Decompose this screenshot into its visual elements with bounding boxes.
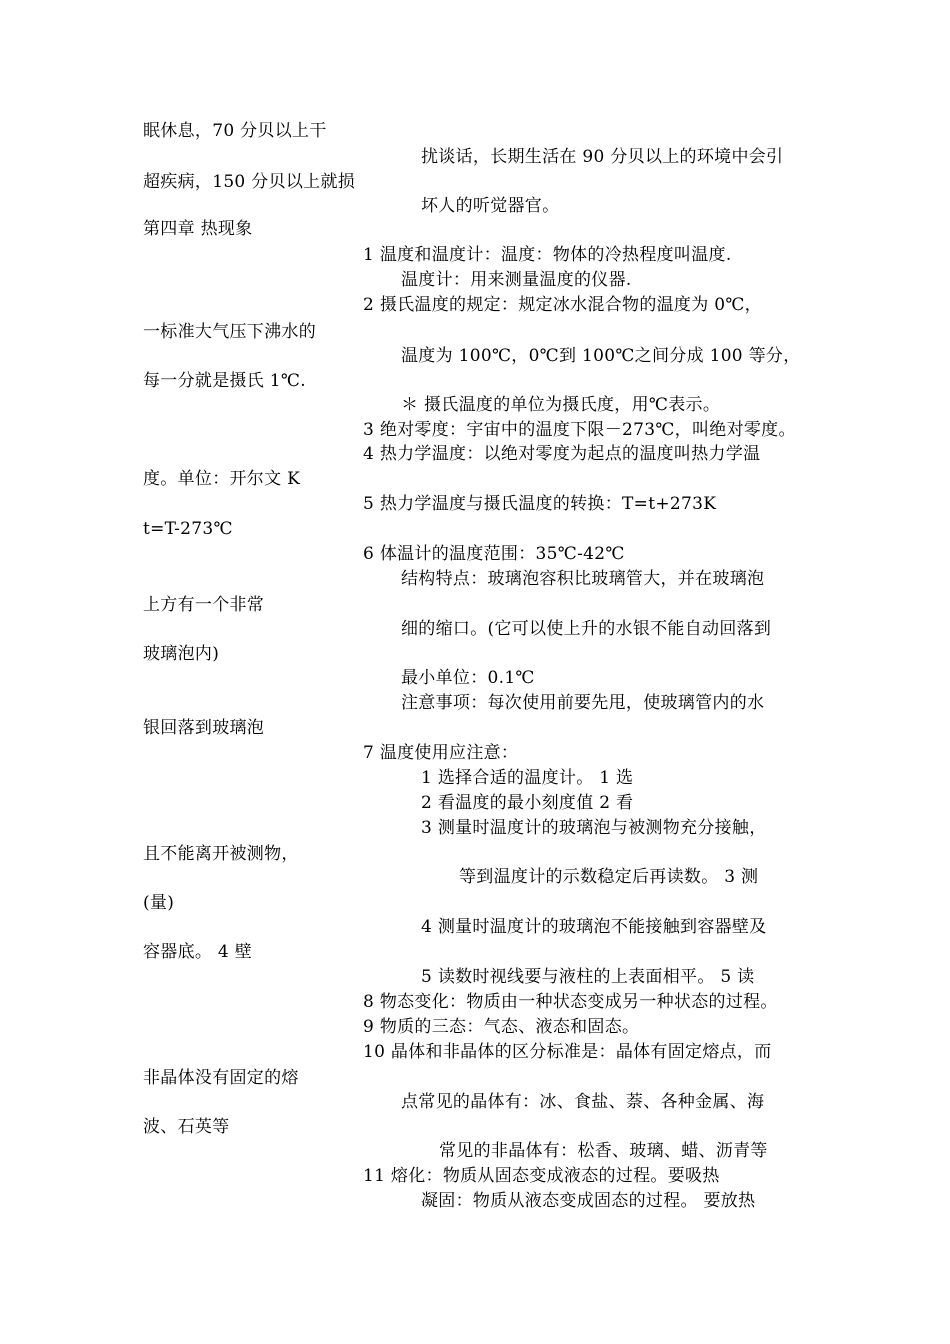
left-line-11: 且不能离开被测物， (143, 844, 299, 864)
right-line-8: 3 绝对零度：宇宙中的温度下限－273℃，叫绝对零度。 (363, 420, 796, 440)
left-line-6: 度。单位：开尔文 K (143, 469, 301, 489)
left-line-12: (量) (143, 893, 175, 913)
right-line-22: 5 读数时视线要与液柱的上表面相平。 5 读 (421, 967, 755, 987)
right-line-20: 等到温度计的示数稳定后再读数。 3 测 (459, 867, 759, 887)
left-line-9: 玻璃泡内) (143, 644, 220, 664)
right-line-26: 点常见的晶体有：冰、食盐、萘、各种金属、海 (401, 1092, 765, 1112)
left-line-7: t=T-273℃ (143, 519, 233, 539)
left-line-4: 一标准大气压下沸水的 (143, 322, 316, 342)
right-line-2: 坏人的听觉器官。 (421, 196, 560, 216)
right-line-21: 4 测量时温度计的玻璃泡不能接触到容器壁及 (421, 917, 767, 937)
left-line-14: 非晶体没有固定的熔 (143, 1068, 299, 1088)
right-line-4: 温度计：用来测量温度的仪器. (401, 270, 632, 290)
left-line-15: 波、石英等 (143, 1117, 230, 1137)
left-line-1: 眠休息，70 分贝以上干 (143, 121, 327, 141)
left-line-5: 每一分就是摄氏 1℃. (143, 371, 306, 391)
right-line-28: 11 熔化：物质从固态变成液态的过程。要吸热 (363, 1166, 720, 1186)
left-line-13: 容器底。 4 壁 (143, 942, 253, 962)
right-line-12: 结构特点：玻璃泡容积比玻璃管大，并在玻璃泡 (401, 569, 765, 589)
right-line-14: 最小单位：0.1℃ (401, 668, 535, 688)
right-line-15: 注意事项：每次使用前要先甩，使玻璃管内的水 (401, 693, 765, 713)
right-line-6: 温度为 100℃，0℃到 100℃之间分成 100 等分， (401, 346, 801, 366)
right-line-17: 1 选择合适的温度计。 1 选 (421, 768, 634, 788)
right-line-19: 3 测量时温度计的玻璃泡与被测物充分接触， (421, 818, 767, 838)
left-line-8: 上方有一个非常 (143, 595, 265, 615)
right-line-29: 凝固：物质从液态变成固态的过程。 要放热 (421, 1191, 756, 1211)
right-line-16: 7 温度使用应注意： (363, 743, 519, 763)
right-line-27: 常见的非晶体有：松香、玻璃、蜡、沥青等 (439, 1141, 768, 1161)
right-line-13: 细的缩口。(它可以使上升的水银不能自动回落到 (401, 619, 772, 639)
chapter-heading: 第四章 热现象 (143, 219, 253, 239)
right-line-1: 扰谈话，长期生活在 90 分贝以上的环境中会引 (421, 147, 784, 167)
right-line-9: 4 热力学温度：以绝对零度为起点的温度叫热力学温 (363, 444, 761, 464)
right-line-11: 6 体温计的温度范围：35℃-42℃ (363, 544, 625, 564)
right-line-23: 8 物态变化：物质由一种状态变成另一种状态的过程。 (363, 992, 778, 1012)
right-line-25: 10 晶体和非晶体的区分标准是：晶体有固定熔点，而 (363, 1042, 772, 1062)
right-line-18: 2 看温度的最小刻度值 2 看 (421, 793, 634, 813)
right-line-3: 1 温度和温度计：温度：物体的冷热程度叫温度. (363, 245, 732, 265)
left-line-10: 银回落到玻璃泡 (143, 718, 265, 738)
right-line-24: 9 物质的三态：气态、液态和固态。 (363, 1017, 640, 1037)
right-line-10: 5 热力学温度与摄氏温度的转换：T=t+273K (363, 494, 717, 514)
right-line-5: 2 摄氏温度的规定：规定冰水混合物的温度为 0℃， (363, 295, 762, 315)
left-line-2: 超疾病，150 分贝以上就损 (143, 172, 356, 192)
right-line-7: ＊ 摄氏温度的单位为摄氏度，用℃表示。 (401, 395, 721, 415)
